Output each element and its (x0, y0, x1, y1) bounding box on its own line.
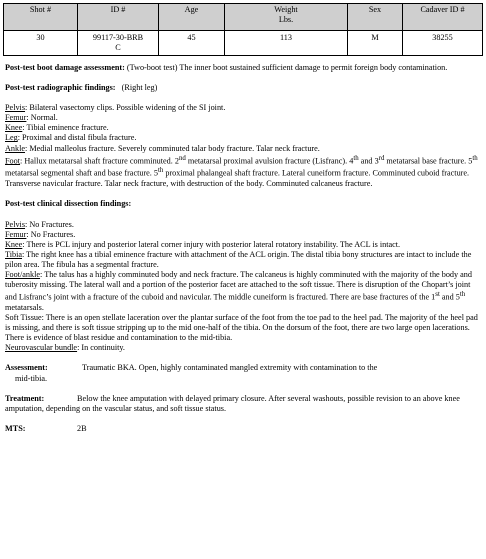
radio-femur-text: : Normal. (26, 113, 58, 123)
cell-id: 99117-30-BRBC (78, 31, 159, 56)
radio-ankle-key: Ankle (5, 143, 26, 153)
clin-neuro-text: : In continuity. (77, 343, 125, 353)
cell-shot: 30 (4, 31, 78, 56)
mts-label: MTS: (5, 423, 26, 433)
radio-foot-text-f: proximal phalangeal shaft fracture. Lateral cuneiform fracture. Comminuted cuboid fracture. Transverse navicular fracture. Talar neck fracture, with destruction of the body. Comminuted calcaneus fracture. (5, 169, 470, 189)
clin-foot-text-b: and 5 (439, 292, 460, 302)
radio-foot-text-b: metatarsal proximal avulsion fracture (Lisfranc). 4 (185, 156, 354, 166)
cell-age: 45 (159, 31, 225, 56)
radio-foot-sup-2: th (353, 154, 359, 162)
radio-foot-sup-5: th (158, 167, 164, 175)
table-row (4, 31, 483, 56)
assessment-text: Traumatic BKA. Open, highly contaminated mangled extremity with contamination to the (82, 363, 378, 373)
radio-foot-text-d: metatarsal base fracture. 5 (384, 156, 473, 166)
radiographic-qualifier: (Right leg) (115, 83, 158, 93)
clin-knee-text: : There is PCL injury and posterior lateral corner injury with posterior lateral rotatory instability. The ACL is intact. (22, 239, 401, 249)
radio-foot-sup-3: rd (378, 154, 385, 162)
radio-femur-key: Femur (5, 113, 27, 123)
treatment-text: Below the knee amputation with delayed primary closure. After several washouts, possible revision to an above knee amputation, depending on the vascular status, and soft tissue status. (5, 393, 460, 413)
assessment-continuation: mid-tibia. (15, 373, 48, 383)
clin-knee (5, 240, 480, 250)
clin-pelvis-text: : No Fractures. (25, 219, 74, 229)
clin-neurovascular (5, 343, 480, 353)
radio-foot-text-c: and 3 (358, 156, 379, 166)
assessment-label: Assessment: (5, 363, 48, 373)
clin-femur-text: : No Fractures. (26, 229, 76, 239)
mts-value: 2B (77, 423, 87, 433)
header-cadaver-id: Cadaver ID # (403, 4, 483, 31)
clin-foot-sup-1: st (435, 291, 440, 299)
radio-knee-key: Knee (5, 123, 23, 133)
radio-foot-sup-4: th (472, 154, 478, 162)
radio-pelvis (5, 103, 480, 113)
radio-ankle-text: : Medial malleolus fracture. Severely comminuted talar body fracture. Talar neck fracture. (25, 143, 320, 153)
clin-foot-text-a: : The talus has a highly comminuted body and neck fracture. The calcaneus is highly comminuted with the majority of the body and tuberosity missing. The lateral wall and a portion of the posterior facet are attached to the soft tissue. There is disruption of the Chopart’s joint and Lisfranc’s joint with a fracture of the cuboid and navicular. The middle cuneiform is fractured. There are base fractures of the 1 (5, 269, 472, 302)
radio-femur (5, 113, 480, 123)
radio-leg (5, 133, 480, 143)
cell-sex: M (348, 31, 403, 56)
radio-knee-text: : Tibial eminence fracture. (22, 123, 109, 133)
clin-soft-tissue: Soft Tissue: There is an open stellate laceration over the plantar surface of the foot from the toe pad to the heel pad. The majority of the heel pad is missing, and there is soft tissue stripping up to the mid one-half of the tibia. On the dorsum of the foot, there are two large open lacerations. There is evidence of blast residue and contamination to the mid-tibia. (5, 313, 478, 343)
header-shot: Shot # (4, 4, 78, 31)
header-id: ID # (78, 4, 159, 31)
clin-tibia (5, 250, 480, 270)
radiographic-label: Post-test radiographic findings: (5, 83, 116, 93)
radio-foot-sup-1: nd (178, 154, 186, 162)
radio-pelvis-key: Pelvis (5, 103, 26, 113)
radiographic-heading (5, 83, 480, 93)
clin-pelvis (5, 220, 480, 230)
radio-knee (5, 123, 480, 133)
radio-ankle (5, 144, 480, 154)
clin-tibia-key: Tibia (5, 249, 22, 259)
radio-leg-key: Leg (5, 133, 18, 143)
cell-cadaver-id: 38255 (403, 31, 483, 56)
clin-femur (5, 230, 480, 240)
radio-foot-text-e: metatarsal segmental shaft and base fracture. 5 (5, 169, 158, 179)
boot-assessment-text: (Two-boot test) The inner boot sustained sufficient damage to permit foreign body contamination. (124, 63, 448, 72)
treatment (5, 394, 480, 414)
assessment-row (5, 363, 480, 373)
treatment-label: Treatment: (5, 393, 45, 403)
clinical-heading: Post-test clinical dissection findings: (5, 199, 132, 209)
radio-pelvis-text: : Bilateral vasectomy clips. Possible widening of the SI joint. (25, 103, 226, 113)
header-sex: Sex (348, 4, 403, 31)
clin-neuro-key: Neurovascular bundle (5, 343, 78, 353)
radio-foot-key: Foot (5, 156, 21, 166)
clin-femur-key: Femur (5, 229, 27, 239)
report-body (5, 63, 480, 434)
radio-foot-text-a: : Hallux metatarsal shaft fracture comminuted. 2 (20, 156, 179, 166)
clin-tibia-text: : The right knee has a tibial eminence fracture with attachment of the ACL origin. The distal tibia bony structures are intact to include the pilon area. The fibula has a segmental fracture. (5, 249, 472, 269)
radio-foot (5, 154, 480, 190)
clin-foot-key: Foot/ankle (5, 269, 41, 279)
clin-pelvis-key: Pelvis (5, 219, 26, 229)
radio-leg-text: : Proximal and distal fibula fracture. (17, 133, 137, 143)
boot-assessment (5, 63, 480, 73)
table-header-row (4, 4, 483, 31)
specimen-table (3, 3, 483, 56)
clin-foot-ankle (5, 270, 480, 313)
clin-foot-text-c: metatarsals. (5, 302, 44, 312)
header-age: Age (159, 4, 225, 31)
cell-weight: 113 (225, 31, 348, 56)
mts-row (5, 424, 480, 434)
clin-foot-sup-2: th (459, 291, 466, 299)
boot-assessment-label: Post-test boot damage assessment: (5, 63, 125, 72)
clin-knee-key: Knee (5, 239, 23, 249)
header-weight: Weight Lbs. (225, 4, 348, 31)
